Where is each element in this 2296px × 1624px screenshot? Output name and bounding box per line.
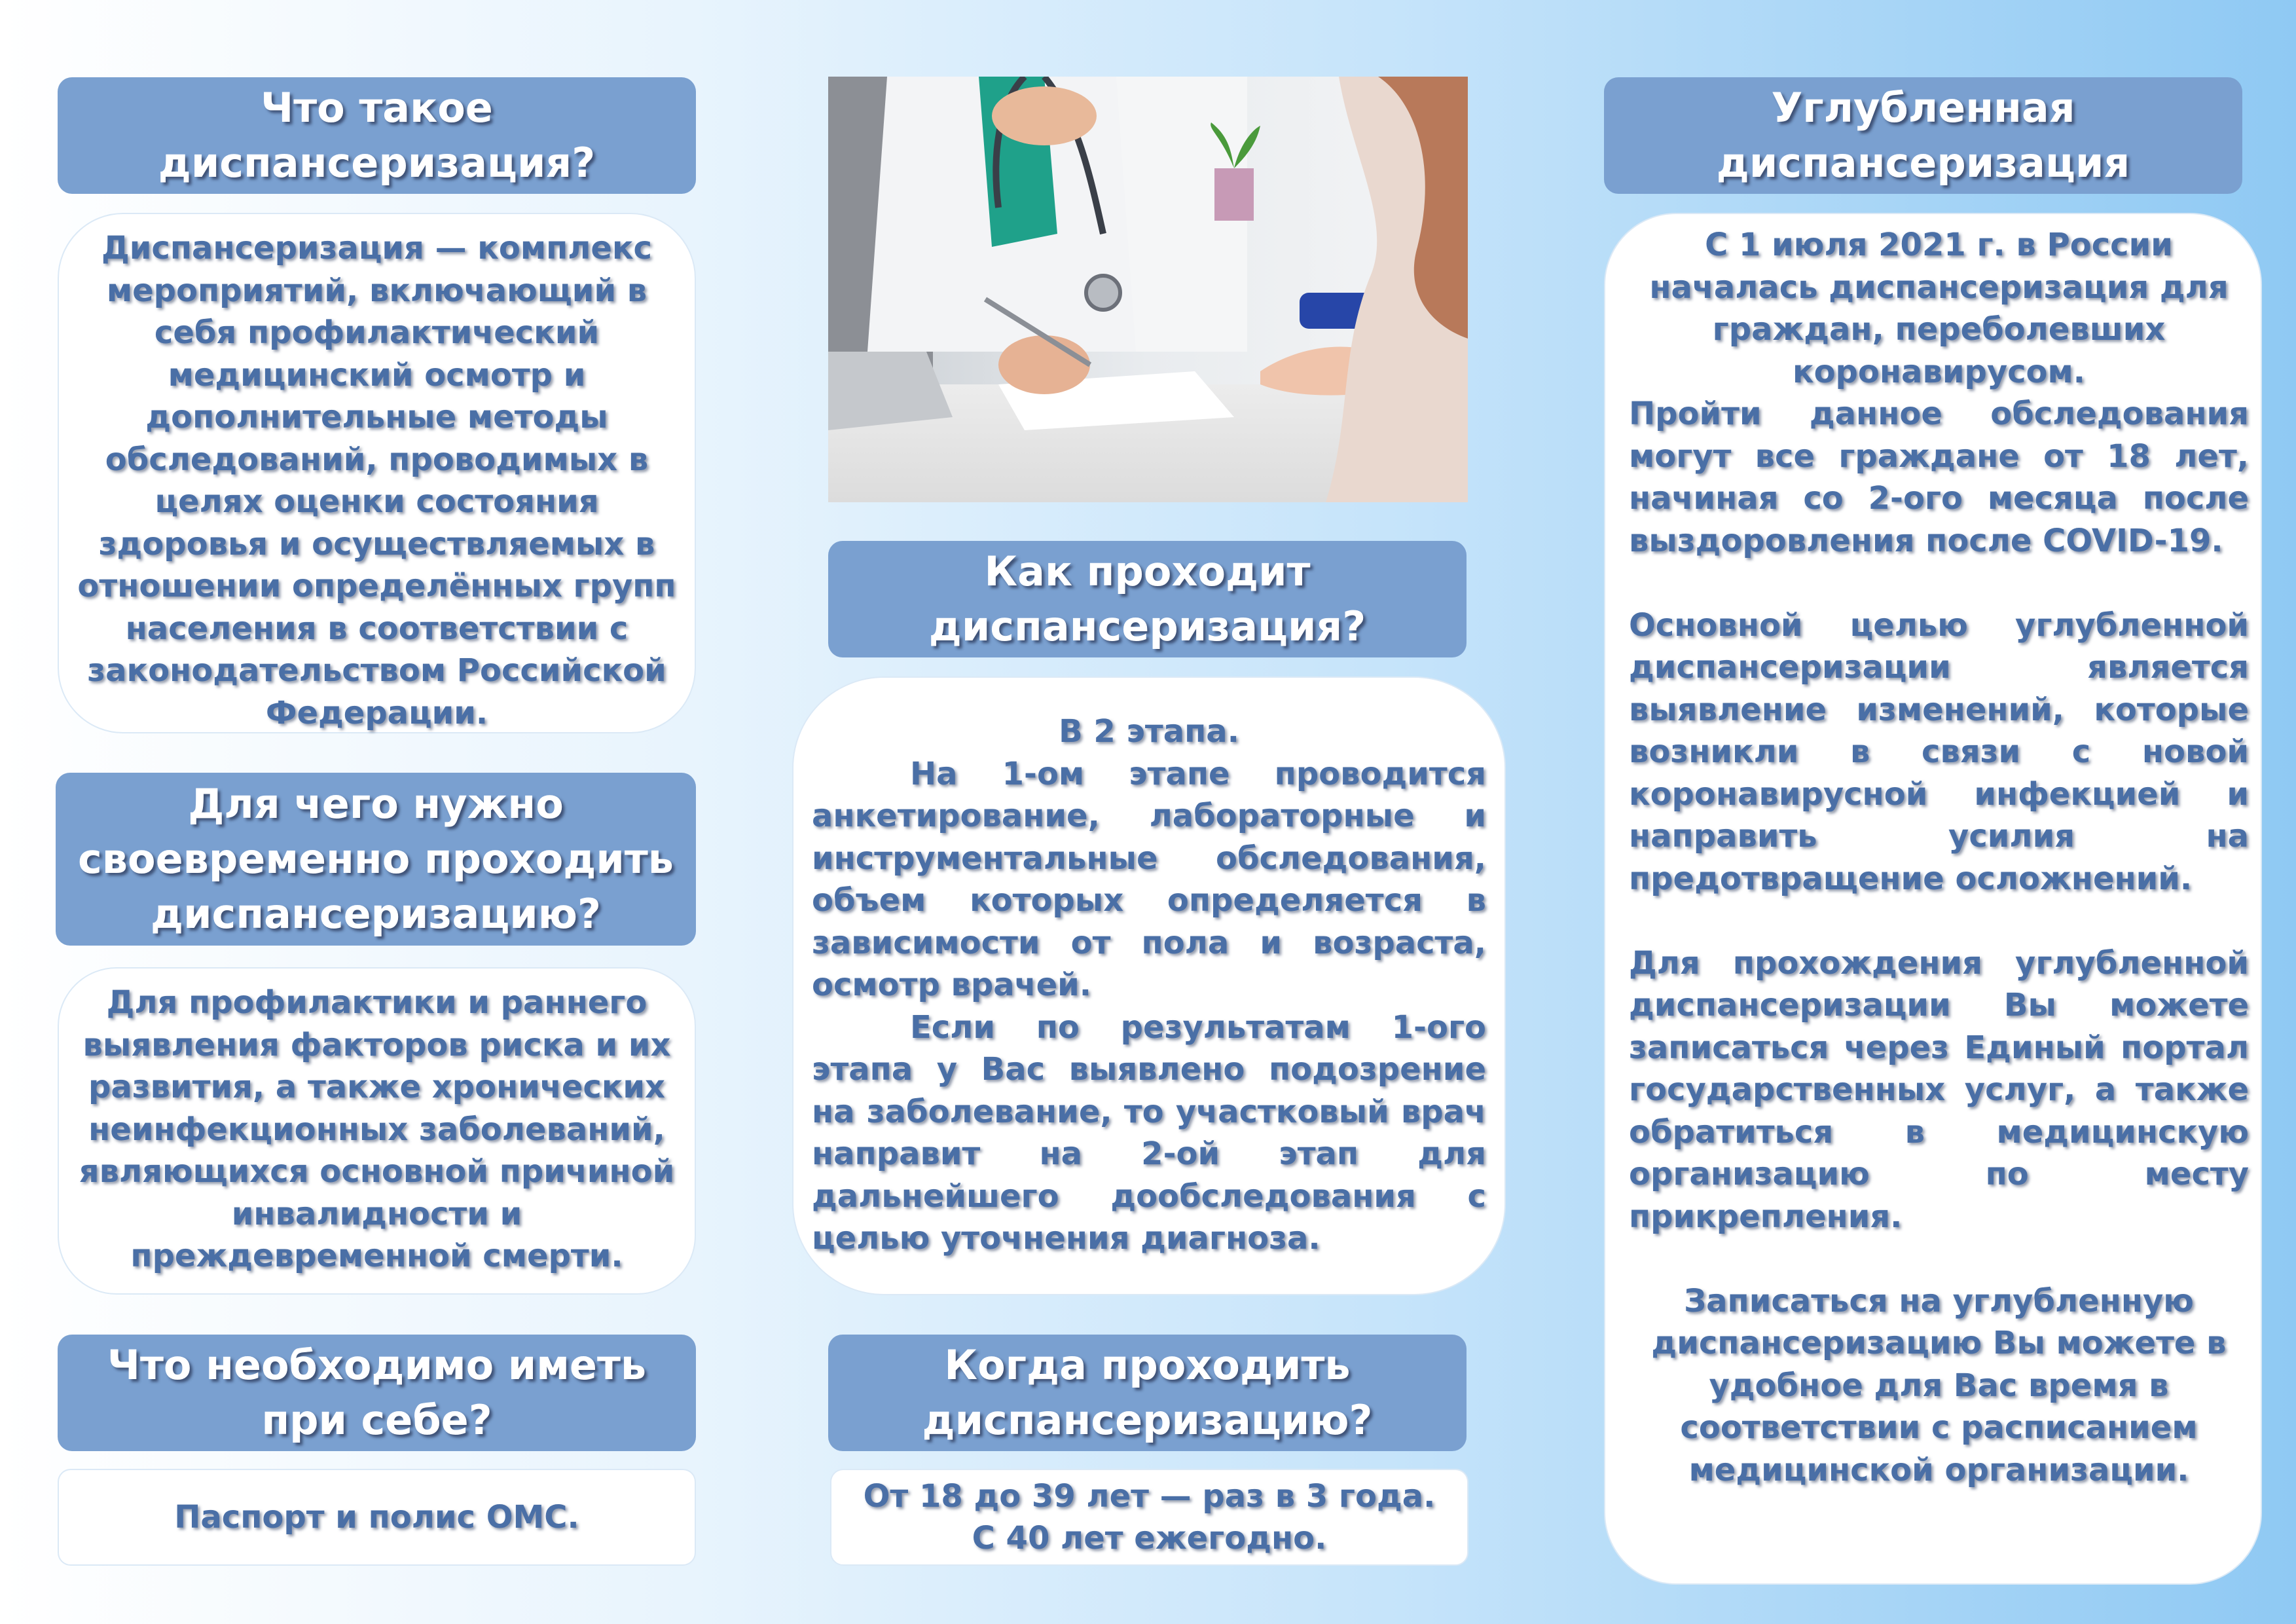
deep-paragraph-5: Записаться на углубленную диспансеризацию Вы можете в удобное для Вас время в соответствии с расписанием медицинской организации. bbox=[1651, 1282, 2227, 1488]
when-line-2: С 40 лет ежегодно. bbox=[972, 1520, 1327, 1557]
what-text-box bbox=[58, 213, 696, 733]
how-paragraph-2: Если по результатам 1-ого этапа у Вас выявлено подозрение на заболевание, то участковый врач направит на 2-ой этап для дальнейшего дообследования с целью уточнения диагноза. bbox=[812, 1008, 1486, 1257]
section-title-bring: Что необходимо иметь при себе? bbox=[58, 1335, 696, 1451]
section-title-deep: Углубленная диспансеризация bbox=[1604, 77, 2242, 194]
how-paragraph-1: На 1-ом этапе проводится анкетирование, лабораторные и инструментальные обследования, объем которых определяется в зависимости от пола и возраста, осмотр врачей. bbox=[812, 755, 1486, 1003]
what-text: Диспансеризация — комплекс мероприятий, включающий в себя профилактический медицинский осмотр и дополнительные методы обследований, проводимых в целях оценки состояния здоровья и осуществляемых в отношении определённых групп населения в соответствии с законодательством Российской Федерации. bbox=[77, 230, 676, 731]
deep-paragraph-1: С 1 июля 2021 г. в России началась диспансеризация для граждан, переболевших коронавирусом. bbox=[1649, 227, 2229, 390]
bring-text-box bbox=[58, 1469, 696, 1566]
why-text-box bbox=[58, 967, 696, 1295]
section-title-when: Когда проходить диспансеризацию? bbox=[828, 1335, 1467, 1451]
how-intro: В 2 этапа. bbox=[1059, 713, 1239, 750]
bring-text: Паспорт и полис ОМС. bbox=[174, 1498, 579, 1536]
when-text-box bbox=[830, 1469, 1468, 1566]
section-title-how: Как проходит диспансеризация? bbox=[828, 541, 1467, 657]
why-text: Для профилактики и раннего выявления факторов риска и их развития, а также хронических неинфекционных заболеваний, являющихся основной причиной инвалидности и преждевременной смерти. bbox=[79, 984, 675, 1274]
deep-paragraph-2: Пройти данное обследования могут все граждане от 18 лет, начиная со 2-ого месяца после выздоровления после COVID-19. bbox=[1629, 396, 2249, 559]
deep-paragraph-3: Основной целью углубленной диспансеризации является выявление изменений, которые возникли в связи с новой коронавирусной инфекцией и направить усилия на предотвращение осложнений. bbox=[1629, 606, 2249, 897]
how-text-box bbox=[792, 676, 1506, 1295]
when-line-1: От 18 до 39 лет — раз в 3 года. bbox=[863, 1477, 1436, 1515]
section-title-what: Что такое диспансеризация? bbox=[58, 77, 696, 194]
section-title-why: Для чего нужно своевременно проходить диспансеризацию? bbox=[56, 773, 696, 946]
deep-text-box bbox=[1604, 213, 2262, 1585]
doctor-consultation-photo bbox=[828, 77, 1468, 502]
deep-paragraph-4: Для прохождения углубленной диспансеризации Вы можете записаться через Единый портал государственных услуг, а также обратиться в медицинскую организацию по месту прикрепления. bbox=[1629, 944, 2249, 1235]
